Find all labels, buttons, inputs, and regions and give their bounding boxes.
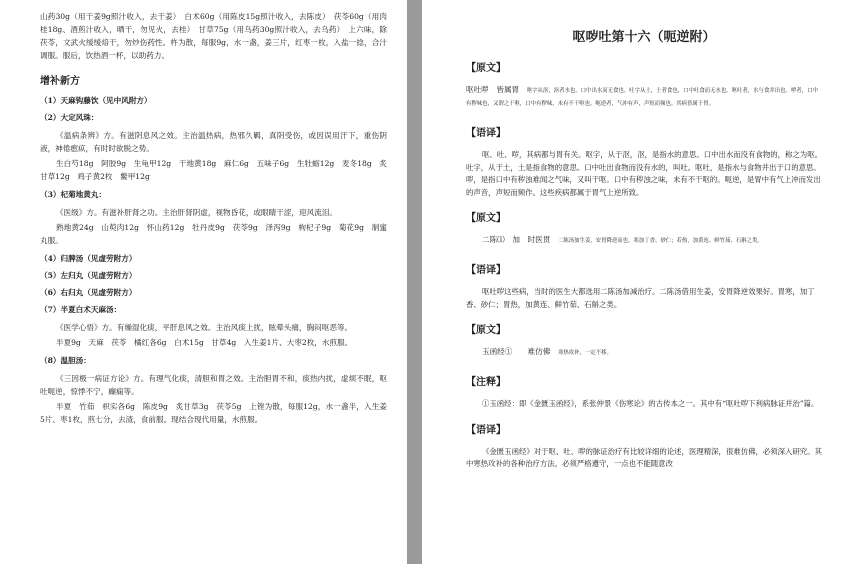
original-main: 二陈⑴ 加 时医贯	[482, 235, 551, 244]
item-head: （8）温胆汤：	[40, 356, 91, 365]
block-label: 【语译】	[466, 265, 506, 276]
block-label: 【原文】	[466, 325, 506, 336]
item-desc: 《医学心悟》方。有燥湿化痰，平肝息风之效。主治风痰上扰，眩晕头痛，胸闷呕恶等。	[56, 323, 353, 332]
item-recipe: 生白芍18g 阿胶9g 生龟甲12g 干地黄18g 麻仁6g 五味子6g 生牡蛎12g 麦冬18g 炙甘草12g 鸡子黄2枚 鳖甲12g	[40, 159, 387, 181]
item-head: （4）归脾汤（见虚劳附方）	[40, 254, 137, 263]
block-label: 【原文】	[466, 63, 506, 74]
block-label: 【语译】	[466, 128, 506, 139]
annotation-text: ①玉函经：即《金匮玉函经》，系张仲景《伤寒论》的古传本之一。其中有“呕吐哕下利病脉证并治”篇。	[482, 399, 819, 408]
original-note: 二陈汤加生姜，安胃降逆而也。寒加丁香、砂仁；若热，加黄连、鲜竹茹、石斛之类。	[557, 238, 763, 244]
item-recipe: 熟地黄24g 山萸肉12g 怀山药12g 牡丹皮9g 茯苓9g 泽泻9g 枸杞子9g 菊花9g 制蜜丸服。	[40, 223, 387, 245]
item-5	[40, 270, 387, 281]
block-label: 【原文】	[466, 213, 506, 224]
item-head: （1）天麻钩藤饮（见中风附方）	[40, 96, 152, 105]
item-4	[40, 253, 387, 264]
section-title: 增补新方	[40, 76, 80, 87]
item-1	[40, 95, 387, 106]
original-note: 呕字从沤，沤者水也，口中出水而无食也。吐字从土，土者食也，口中吐食而无水也。呕吐者，水与食并出也。哕者，口中有秽味也，又谓之干呕，口中有秽味，未有不干呕也。呃逆者，气冲有声，声短而频也。其病皆属于胃。	[466, 88, 818, 107]
item-head: （2）大定风珠：	[40, 113, 99, 122]
original-main: 玉函经① 难仿佛	[482, 347, 551, 356]
item-7	[40, 304, 387, 349]
item-head: （6）右归丸（见虚劳附方）	[40, 288, 137, 297]
item-head: （5）左归丸（见虚劳附方）	[40, 271, 137, 280]
item-8	[40, 355, 387, 426]
item-desc: 《温病条辨》方。有滋阴息风之效。主治温热病，热邪久羁，真阴受伤，或因误用汗下，重伤阴液，神倦瘛疭，有时时欲脱之势。	[40, 131, 387, 153]
chapter-title: 呕哕吐第十六（呃逆附）	[572, 30, 716, 45]
block-label: 【语译】	[466, 424, 506, 436]
top-paragraph: 山药30g（用干姜9g照汁收入，去干姜） 白术60g（用陈皮15g照汁收入，去陈皮） 茯苓60g（用肉桂18g、酒煎汁收入，晒干，勿见火，去桂） 甘草75g（用乌药30g照汁收入，去乌药） 上六味，除茯苓，文武火缓缓焙干，勿炒伤药性。杵为散，每服9g，水一盏，姜三片，红枣一枚，入盐一捻，合汁调服。服后，饮热酒一杯，以助药力。	[40, 12, 387, 60]
item-list	[40, 95, 387, 426]
original-note: 寒热攻补，一定不移。	[557, 350, 612, 356]
item-desc: 《三因极一病证方论》方。有理气化痰，清胆和胃之效。主治胆胃不和，痰热内扰，虚烦不眠，呕吐呃逆，惊悸不宁，癫痫等。	[40, 374, 387, 396]
original-text	[466, 234, 822, 247]
item-6	[40, 287, 387, 298]
item-head: （7）半夏白术天麻汤：	[40, 305, 122, 314]
item-3	[40, 189, 387, 247]
original-text	[466, 84, 822, 110]
item-head: （3）杞菊地黄丸：	[40, 190, 107, 199]
translation-text: 呕吐哕这些病，当时的医生大都选用二陈汤加减治疗。二陈汤借用生姜，安胃降逆效果好。胃寒，加丁香、砂仁；胃热，加黄连、鲜竹茹、石斛之类。	[466, 287, 815, 309]
right-page	[422, 0, 844, 564]
original-text	[466, 346, 822, 359]
left-page	[0, 0, 407, 564]
original-main: 呕吐哕 皆属胃	[466, 85, 520, 94]
item-desc: 《医级》方。有滋补肝肾之功。主治肝肾阴虚，视物昏花，或眼睛干涩，迎风流泪。	[56, 208, 337, 217]
item-2	[40, 112, 387, 183]
item-recipe: 半夏 竹茹 枳实各6g 陈皮9g 炙甘草3g 茯苓5g 上锉为散，每服12g，水一盏半，入生姜5片、枣1枚，煎七分，去渣，食前服。现结合现代用量，水煎服。	[40, 402, 387, 424]
translation-text: 《金匮玉函经》对于呕、吐、哕的脉证治疗有比较详细的论述，医理精深，很难仿佛，必须深入研究。其中寒热攻补的各种治疗方法，必须严格遵守，一点也不能随意改	[466, 446, 822, 468]
item-recipe: 半夏9g 天麻 茯苓 橘红各6g 白术15g 甘草4g 入生姜1片、大枣2枚，水煎服。	[56, 338, 353, 347]
translation-text: 呕、吐、哕，其病都与胃有关。呕字，从于沤，沤，是指水的意思。口中出水而没有食物的，称之为呕。吐字，从于土，土是指食物的意思。口中吐出食物而没有水的，叫吐。呕吐，是指水与食物并出于口的意思。哕，是指口中有秽浊难闻之气味，又叫干呕。口中有秽浊之味，未有不干呕的。呃逆，是胃中有气上冲而发出的声音，声短而频作。这些疾病都属于胃气上逆所致。	[466, 150, 822, 197]
block-label: 【注释】	[466, 377, 506, 388]
